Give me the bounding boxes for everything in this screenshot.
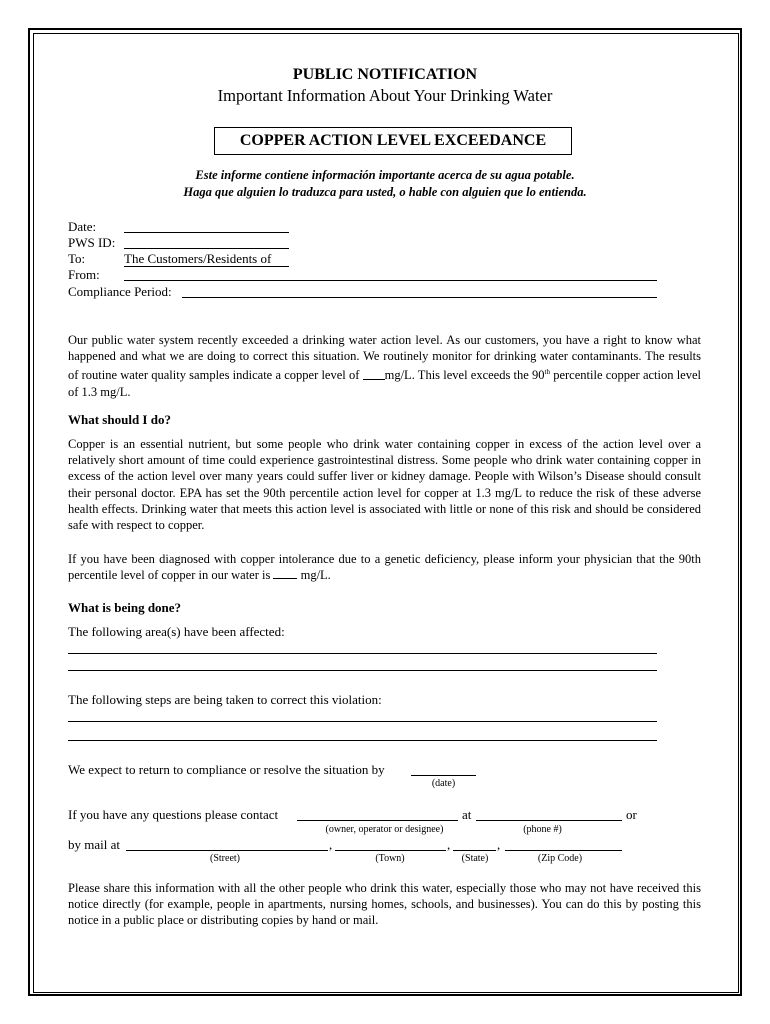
mail-label: by mail at — [68, 837, 120, 852]
compliance-period-field[interactable] — [182, 297, 657, 298]
spanish-notice-line-2: Haga que alguien lo traduzca para usted, o hable con alguien que lo entienda. — [183, 185, 587, 199]
corrective-steps-label: The following steps are being taken to correct this violation: — [68, 692, 382, 707]
zip-code-caption: (Zip Code) — [537, 853, 583, 864]
contact-caption: (owner, operator or designee) — [325, 824, 444, 835]
affected-areas-label: The following area(s) have been affected: — [68, 624, 285, 639]
compliance-period-label: Compliance Period: — [68, 284, 172, 299]
copper-intolerance-paragraph: If you have been diagnosed with copper intolerance due to a genetic deficiency, please inform your physician that the 90th percentile level of copper in our water is mg/L. — [68, 552, 701, 583]
date-field[interactable] — [124, 232, 289, 233]
town-field[interactable] — [335, 850, 446, 851]
town-caption: (Town) — [375, 853, 405, 864]
comma-2: , — [447, 837, 451, 852]
spanish-notice-line-1: Este informe contiene información importante acerca de su agua potable. — [195, 168, 575, 182]
state-field[interactable] — [453, 850, 496, 851]
affected-areas-line-2[interactable] — [68, 670, 657, 671]
page-title: PUBLIC NOTIFICATION — [292, 66, 478, 83]
date-label: Date: — [68, 219, 97, 234]
contact-label: If you have any questions please contact — [68, 807, 279, 822]
closing-paragraph: Please share this information with all the other people who drink this water, especially those who may not have received this notice directly (for example, people in apartments, nursing homes, schools, and businesses). You can do this by posting this notice in a public place or distributing copies by hand or mail. — [68, 881, 701, 928]
at-label: at — [462, 807, 472, 822]
pws-id-label: PWS ID: — [68, 235, 116, 250]
state-caption: (State) — [461, 853, 489, 864]
health-effects-paragraph: Copper is an essential nutrient, but some people who drink water containing copper in excess of the action level over a relatively short amount of time could experience gastrointestinal distress. Some people who drink water containing copper in excess of the action level over many years could suffer liver or kidney damage. People with Wilson’s Disease should consult their personal doctor. EPA has set the 90th percentile action level for copper at 1.3 mg/L to reduce the risk of these adverse health effects. Drinking water that meets this action level is associated with little or none of this risk and should be considered safe with respect to copper. — [68, 437, 701, 533]
comma-3: , — [497, 837, 501, 852]
copper-level-blank[interactable] — [363, 368, 385, 380]
to-field[interactable]: The Customers/Residents of — [124, 251, 289, 267]
street-field[interactable] — [126, 850, 328, 851]
page-subtitle: Important Information About Your Drinking Water — [217, 86, 553, 105]
contact-phone-field[interactable] — [476, 820, 622, 821]
from-field[interactable] — [124, 280, 657, 281]
percentile-level-blank[interactable] — [273, 567, 297, 579]
affected-areas-line-1[interactable] — [68, 653, 657, 654]
or-label: or — [626, 807, 637, 822]
date-caption: (date) — [431, 778, 456, 789]
corrective-steps-line-2[interactable] — [68, 740, 657, 741]
pws-id-field[interactable] — [124, 248, 289, 249]
zip-code-field[interactable] — [505, 850, 622, 851]
return-to-compliance-label: We expect to return to compliance or resolve the situation by — [68, 762, 385, 777]
phone-caption: (phone #) — [523, 824, 562, 835]
from-label: From: — [68, 267, 100, 282]
street-caption: (Street) — [210, 853, 240, 864]
compliance-date-field[interactable] — [411, 775, 476, 776]
contact-name-field[interactable] — [297, 820, 458, 821]
corrective-steps-line-1[interactable] — [68, 721, 657, 722]
comma-1: , — [329, 837, 333, 852]
what-is-being-done-heading: What is being done? — [68, 600, 182, 615]
boxed-title: COPPER ACTION LEVEL EXCEEDANCE — [214, 127, 572, 155]
intro-paragraph: Our public water system recently exceeded a drinking water action level. As our customers, you have a right to know what happened and what we are doing to correct this situation. We routinely monitor for drinking water contaminants. The results of routine water quality samples indicate a copper level of mg/L. This level exceeds the 90th percentile copper action level of 1.3 mg/L. — [68, 333, 702, 399]
what-should-i-do-heading: What should I do? — [68, 412, 171, 427]
to-label: To: — [68, 251, 86, 266]
